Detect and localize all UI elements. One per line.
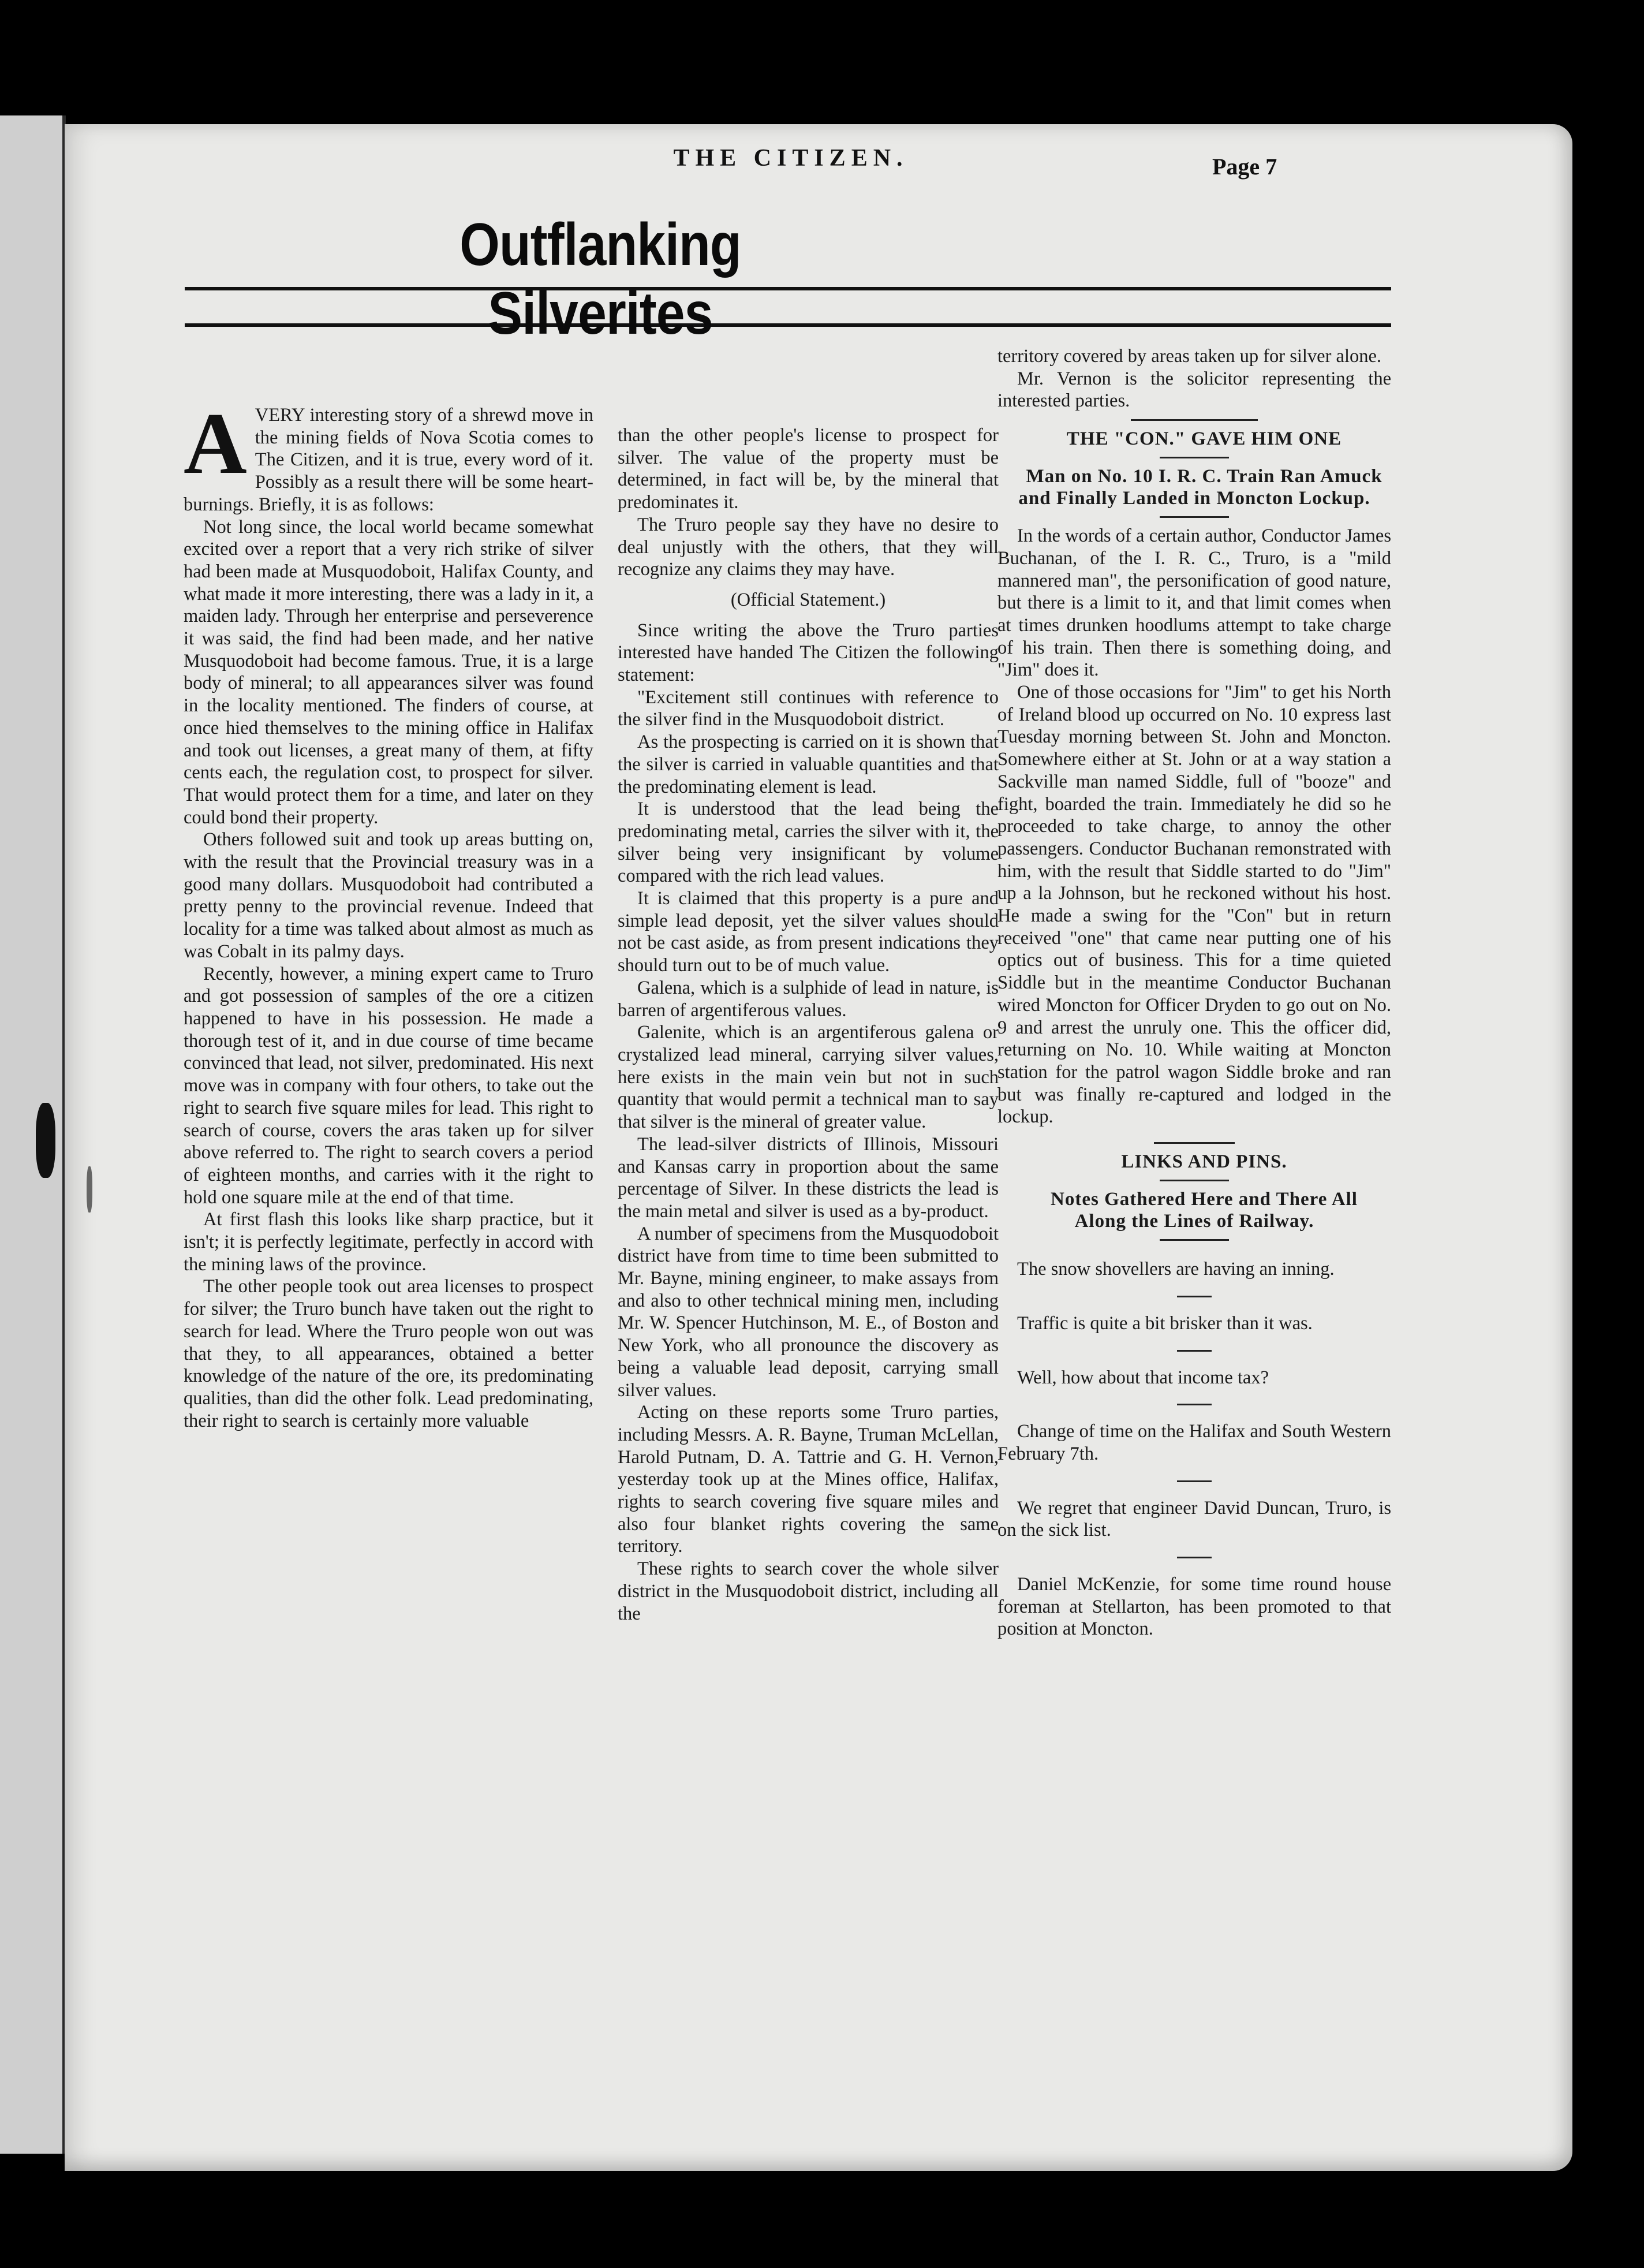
section-divider [1160,1239,1229,1241]
paragraph: As the prospecting is carried on it is shown that the silver is carried in valuable quantities and that the predominating element is lead. [618,732,999,797]
column-3 [997,345,1391,1640]
article3-subhead: Notes Gathered Here and There All Along the Lines of Railway. [1051,1189,1358,1232]
section-divider [1160,1180,1229,1181]
paragraph: The Truro people say they have no desire to deal unjustly with the others, that they will recognize any claims they may have. [618,514,999,580]
section-divider [1160,457,1229,458]
section-divider [1160,516,1229,518]
section-divider [1131,419,1258,421]
list-item: We regret that engineer David Duncan, Truro, is on the sick list. [997,1497,1391,1541]
list-item: Daniel McKenzie, for some time round house foreman at Stellarton, has been promoted to that position at Moncton. [997,1574,1391,1640]
scan-smudge [36,1103,55,1178]
paragraph: territory covered by areas taken up for silver alone. [997,346,1382,367]
section-divider [1154,1142,1235,1144]
item-divider [1177,1404,1212,1405]
item-divider [1177,1296,1212,1297]
masthead: THE CITIZEN. [673,145,909,171]
paragraph: Acting on these reports some Truro parties, including Messrs. A. R. Bayne, Truman McLellan, Harold Putnam, D. A. Tattrie and G. H. Vernon, yesterday took up at the Mines office, Halifax, rights to search covering five square miles and also four blanket rights covering the same territory. [618,1402,999,1557]
paragraph: A number of specimens from the Musquodoboit district have from time to time been submitted to Mr. Bayne, mining engineer, to make assays from and also to other technical mining men, including Mr. W. Spencer Hutchinson, M. E., of Boston and New York, who all pronounce the discovery as being a valuable lead deposit, carrying small silver values. [618,1223,999,1401]
paragraph: These rights to search cover the whole silver district in the Musquodoboit district, including all the [618,1558,999,1624]
column-1 [184,395,593,1432]
paragraph: Recently, however, a mining expert came to Truro and got possession of samples of the ore a citizen happened to have in his possession. He made a thorough test of it, and in due course of time became convinced that lead, not silver, predominated. His next move was in company with four others, to take out the right to search five square miles for lead. This right to search of course, covers the aras taken up for silver above referred to. The right to search covers a period of eighteen months, and carries with it the right to hold one square mile at the end of that time. [184,963,593,1208]
scan-smudge [87,1166,92,1213]
item-divider [1177,1480,1212,1482]
paragraph: Others followed suit and took up areas butting on, with the result that the Provincial treasury was in a good many dollars. Musquodoboit had contributed a pretty penny to the provincial revenue. Indeed that locality for a time was talked about almost as much as was Cobalt in its palmy days. [184,829,593,962]
paragraph: Galena, which is a sulphide of lead in nature, is barren of argentiferous values. [618,977,999,1021]
adjacent-page-edge [0,115,66,2154]
paragraph: Since writing the above the Truro parties interested have handed The Citizen the following statement: [618,620,999,686]
lead-text: VERY interesting story of a shrewd move in the mining fields of Nova Scotia comes to The Citizen, and it is true, every word of it. Possibly as a result there will be some heart-burnings. Briefly, it is as follows: [184,405,593,515]
official-statement-label: (Official Statement.) [730,589,886,610]
paragraph: Not long since, the local world became somewhat excited over a report that a very rich strike of silver had been made at Musquodoboit, Halifax County, and what made it more interesting, there was a lady in it, a maiden lady. Through her enterprise and perseverence it was said, the find had been made, and her native Musquodoboit had become famous. True, it is a large body of mineral; to all appearances silver was found in the locality mentioned. The finders of course, at once hied themselves to the mining office in Halifax and took out licenses, a great many of them, at fifty cents each, the regulation cost, to prospect for silver. That would protect them for a time, and later on they could bond their property. [184,516,593,828]
article2-subhead: Man on No. 10 I. R. C. Train Ran Amuck and Finally Landed in Moncton Lockup. [1018,466,1383,509]
paragraph: "Excitement still continues with reference to the silver find in the Musquodoboit district. [618,687,999,730]
paragraph: One of those occasions for "Jim" to get his North of Ireland blood up occurred on No. 10 express last Tuesday morning between St. John and Moncton. Somewhere either at St. John or at a way station a Sackville man named Siddle, full of "booze" and fight, boarded the train. Immediately he did so he proceeded to take charge, to annoy the other passengers. Conductor Buchanan remonstrated with him, with the result that Siddle started to do "Jim" up a la Johnson, but he reckoned without his host. He made a swing for the "Con" but in return received "one" that came near putting one of his optics out of business. This for a time quieted Siddle but in the meantime Conductor Buchanan wired Moncton for Officer Dryden to go out on No. 9 and arrest the unruly one. This the officer did, returning on No. 10. While waiting at Moncton station for the patrol wagon Siddle broke and ran but was finally re-captured and lodged in the lockup. [997,682,1391,1128]
column-2 [618,424,999,1625]
list-item: Traffic is quite a bit brisker than it was. [1017,1312,1313,1334]
article3-title: LINKS AND PINS. [1121,1151,1287,1173]
paragraph: In the words of a certain author, Conductor James Buchanan, of the I. R. C., Truro, is a "mild mannered man", the personification of good nature, but there is a limit to it, and that limit comes when at times drunken hoodlums attempt to take charge of his train. Then there is something doing, and "Jim" does it. [997,525,1391,681]
paragraph: At first flash this looks like sharp practice, but it isn't; it is perfectly legitimate, perfectly in accord with the mining laws of the province. [184,1209,593,1275]
list-item: Well, how about that income tax? [1017,1367,1269,1388]
list-item: Change of time on the Halifax and South Western February 7th. [997,1421,1391,1464]
paragraph: It is claimed that this property is a pure and simple lead deposit, yet the silver values should not be cast aside, as from present indications they should turn out to be of much value. [618,888,999,976]
paragraph: It is understood that the lead being the predominating metal, carries the silver with it, the silver being very insignificant by volume compared with the rich lead values. [618,799,999,887]
page-number: Page 7 [1212,154,1277,180]
article2-title: THE "CON." GAVE HIM ONE [1066,428,1342,450]
paragraph: Mr. Vernon is the solicitor representing the interested parties. [997,368,1391,412]
drop-cap: A [184,395,247,492]
paragraph: Galenite, which is an argentiferous galena or crystalized lead mineral, carrying silver values, here exists in the main vein but not in such quantity that would permit a technical man to say that silver is the mineral of greater value. [618,1022,999,1133]
lead-paragraph [184,395,593,516]
list-item: The snow shovellers are having an inning. [1017,1259,1335,1280]
paragraph: The other people took out area licenses to prospect for silver; the Truro bunch have taken out the right to search for lead. Where the Truro people won out was that they, to all appearances, obtained a better knowledge of the nature of the ore, its predominating qualities, than did the other folk. Lead predominating, their right to search is certainly more valuable [184,1276,593,1431]
headline: Outflanking Silverites [459,211,741,347]
item-divider [1177,1557,1212,1558]
paragraph: The lead-silver districts of Illinois, Missouri and Kansas carry in proportion about the same percentage of Silver. In these districts the lead is the main metal and silver is used as a by-product. [618,1133,999,1222]
paragraph: than the other people's license to prospect for silver. The value of the property must be determined, in fact will be, by the mineral that predominates it. [618,425,999,513]
item-divider [1177,1350,1212,1352]
